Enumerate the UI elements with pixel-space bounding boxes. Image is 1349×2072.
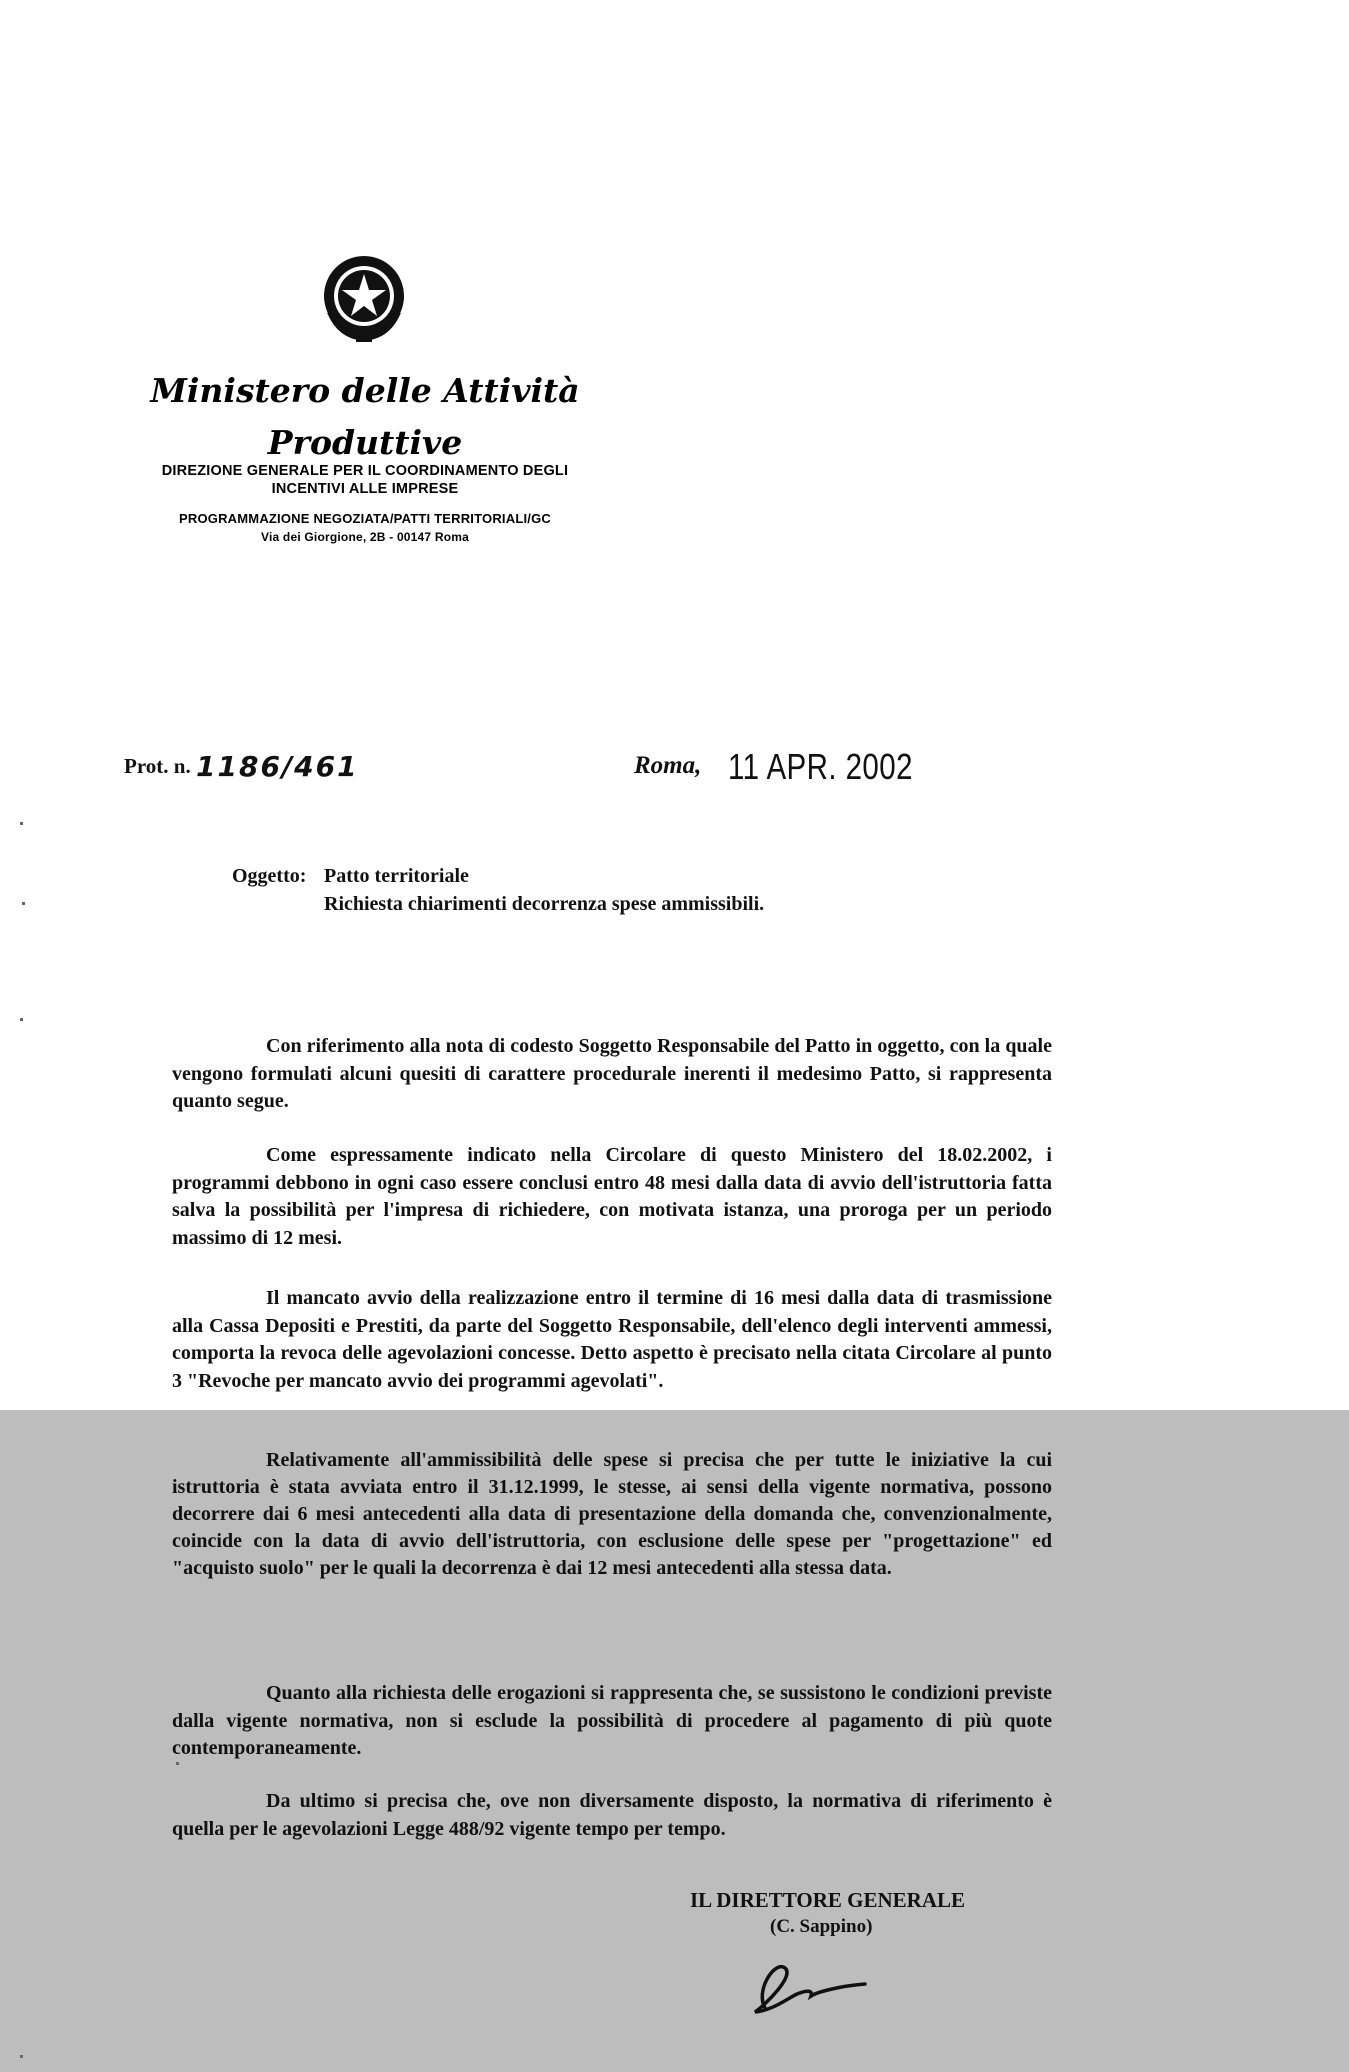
scan-speck bbox=[20, 2055, 23, 2058]
office-name: PROGRAMMAZIONE NEGOZIATA/PATTI TERRITORIALI/GC bbox=[179, 511, 551, 526]
body-paragraph-2: Come espressamente indicato nella Circolare di questo Ministero del 18.02.2002, i programmi debbono in ogni caso essere conclusi entro 48 mesi dalla data di avvio dell'istruttoria fatta salva la possibilità per l'impresa di richiedere, con motivata istanza, una proroga per un periodo massimo di 12 mesi. bbox=[172, 1144, 1052, 1249]
body-paragraph-1: Con riferimento alla nota di codesto Soggetto Responsabile del Patto in oggetto, con la quale vengono formulati alcuni quesiti di carattere procedurale inerenti il medesimo Patto, si rappresenta quanto segue. bbox=[172, 1035, 1052, 1112]
date-stamp: 11 APR. 2002 bbox=[728, 746, 913, 787]
scan-speck bbox=[22, 902, 25, 905]
office-address: Via dei Giorgione, 2B - 00147 Roma bbox=[261, 530, 469, 544]
protocol-number: 1186/461 bbox=[196, 750, 359, 783]
place-label: Roma, bbox=[634, 752, 702, 779]
protocol-label: Prot. n. bbox=[124, 754, 191, 778]
scan-speck bbox=[176, 1762, 179, 1765]
ministry-line-2: Produttive bbox=[267, 423, 463, 462]
body-paragraph-3: Il mancato avvio della realizzazione entro il termine di 16 mesi dalla data di trasmissione alla Cassa Depositi e Prestiti, da parte del Soggetto Responsabile, dell'elenco degli interventi ammessi, comporta la revoca delle agevolazioni concesse. Detto aspetto è precisato nella citata Circolare al punto 3 "Revoche per mancato avvio dei programmi agevolati". bbox=[172, 1287, 1052, 1392]
body-paragraph-4: Relativamente all'ammissibilità delle spese si precisa che per tutte le iniziative la cui istruttoria è stata avviata entro il 31.12.1999, le stesse, ai sensi della vigente normativa, possono decorrere dai 6 mesi antecedenti alla data di presentazione della domanda che, convenzionalmente, coincide con la data di avvio dell'istruttoria, con esclusione delle spese per "progettazione" ed "acquisto suolo" per le quali la decorrenza è dai 12 mesi antecedenti alla stessa data. bbox=[172, 1449, 1052, 1579]
body-paragraph-6: Da ultimo si precisa che, ove non diversamente disposto, la normativa di riferimento è quella per le agevolazioni Legge 488/92 vigente tempo per tempo. bbox=[172, 1790, 1052, 1840]
subject-line-2: Richiesta chiarimenti decorrenza spese ammissibili. bbox=[324, 893, 765, 915]
subject-line-1: Patto territoriale bbox=[324, 865, 469, 887]
body-paragraph-5: Quanto alla richiesta delle erogazioni si rappresenta che, se sussistono le condizioni previste dalla vigente normativa, non si esclude la possibilità di procedere al pagamento di più quote contemporaneamente. bbox=[172, 1682, 1052, 1759]
ministry-name bbox=[130, 365, 600, 469]
signatory-name: (C. Sappino) bbox=[770, 1916, 873, 1937]
directorate-name: DIREZIONE GENERALE PER IL COORDINAMENTO DEGLI INCENTIVI ALLE IMPRESE bbox=[161, 463, 569, 497]
handwritten-signature bbox=[745, 1950, 875, 2025]
subject-label: Oggetto: bbox=[232, 865, 307, 887]
republic-emblem-icon bbox=[320, 252, 408, 344]
ministry-line-1: Ministero delle Attività bbox=[150, 371, 580, 410]
scan-speck bbox=[20, 822, 23, 825]
scan-speck bbox=[20, 1018, 23, 1021]
signatory-title: IL DIRETTORE GENERALE bbox=[690, 1888, 966, 1912]
